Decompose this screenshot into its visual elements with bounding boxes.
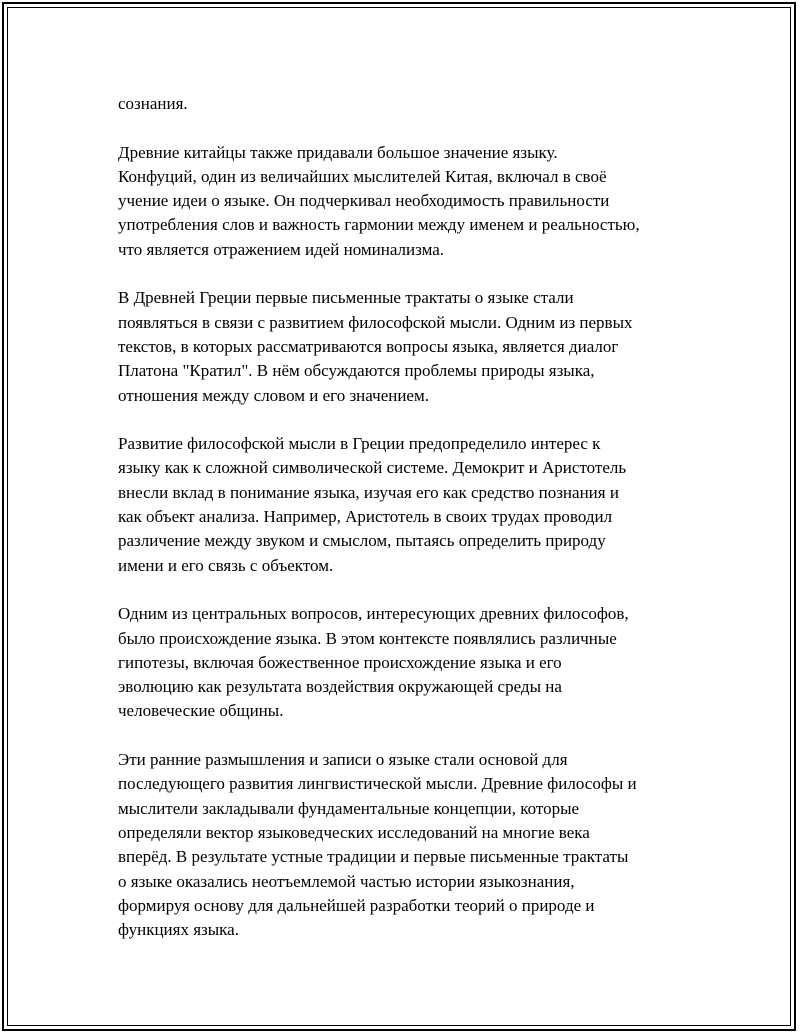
text-line: языку как к сложной символической системе. Демокрит и Аристотель — [118, 458, 627, 478]
text-line: Развитие философской мысли в Греции предопределило интерес к — [118, 434, 601, 454]
text-line: что является отражением идей номинализма. — [118, 239, 445, 259]
paragraph-4 — [118, 432, 698, 578]
text-line: В Древней Греции первые письменные трактаты о языке стали — [118, 288, 574, 308]
text-line: человеческие общины. — [118, 701, 284, 721]
text-line: появляться в связи с развитием философской мысли. Одним из первых — [118, 312, 633, 332]
text-line: сознания. — [118, 94, 188, 113]
text-line: учение идеи о языке. Он подчеркивал необходимость правильности — [118, 191, 610, 211]
text-line: формируя основу для дальнейшей разработки теорий о природе и — [118, 895, 595, 915]
text-line: последующего развития лингвистической мысли. Древние философы и — [118, 774, 637, 794]
document-body — [118, 92, 698, 967]
paragraph-1 — [118, 92, 698, 116]
text-line: вперёд. В результате устные традиции и первые письменные трактаты — [118, 847, 629, 867]
text-line: внесли вклад в понимание языка, изучая его как средство познания и — [118, 482, 619, 502]
paragraph-3 — [118, 286, 698, 407]
text-line: как объект анализа. Например, Аристотель в своих трудах проводил — [118, 507, 613, 527]
paragraph-2 — [118, 141, 698, 262]
paragraph-6 — [118, 748, 698, 942]
text-line: отношения между словом и его значением. — [118, 385, 429, 405]
text-line: текстов, в которых рассматриваются вопросы языка, является диалог — [118, 336, 619, 356]
text-line: различение между звуком и смыслом, пытаясь определить природу — [118, 531, 606, 551]
text-line: Эти ранние размышления и записи о языке стали основой для — [118, 750, 568, 770]
text-line: Конфуций, один из величайших мыслителей Китая, включал в своё — [118, 166, 607, 186]
text-line: имени и его связь с объектом. — [118, 555, 334, 575]
text-line: определяли вектор языковедческих исследований на многие века — [118, 822, 590, 842]
text-line: функциях языка. — [118, 920, 239, 940]
text-line: мыслители закладывали фундаментальные концепции, которые — [118, 798, 580, 818]
text-line: Одним из центральных вопросов, интересующих древних философов, — [118, 604, 629, 624]
paragraph-5 — [118, 602, 698, 723]
text-line: было происхождение языка. В этом контексте появлялись различные — [118, 628, 617, 648]
text-line: о языке оказались неотъемлемой частью истории языкознания, — [118, 871, 575, 891]
text-line: Древние китайцы также придавали большое значение языку. — [118, 142, 558, 162]
text-line: Платона "Кратил". В нём обсуждаются проблемы природы языка, — [118, 361, 595, 381]
text-line: эволюцию как результата воздействия окружающей среды на — [118, 677, 562, 697]
text-line: употребления слов и важность гармонии между именем и реальностью, — [118, 215, 640, 235]
text-line: гипотезы, включая божественное происхождение языка и его — [118, 652, 562, 672]
